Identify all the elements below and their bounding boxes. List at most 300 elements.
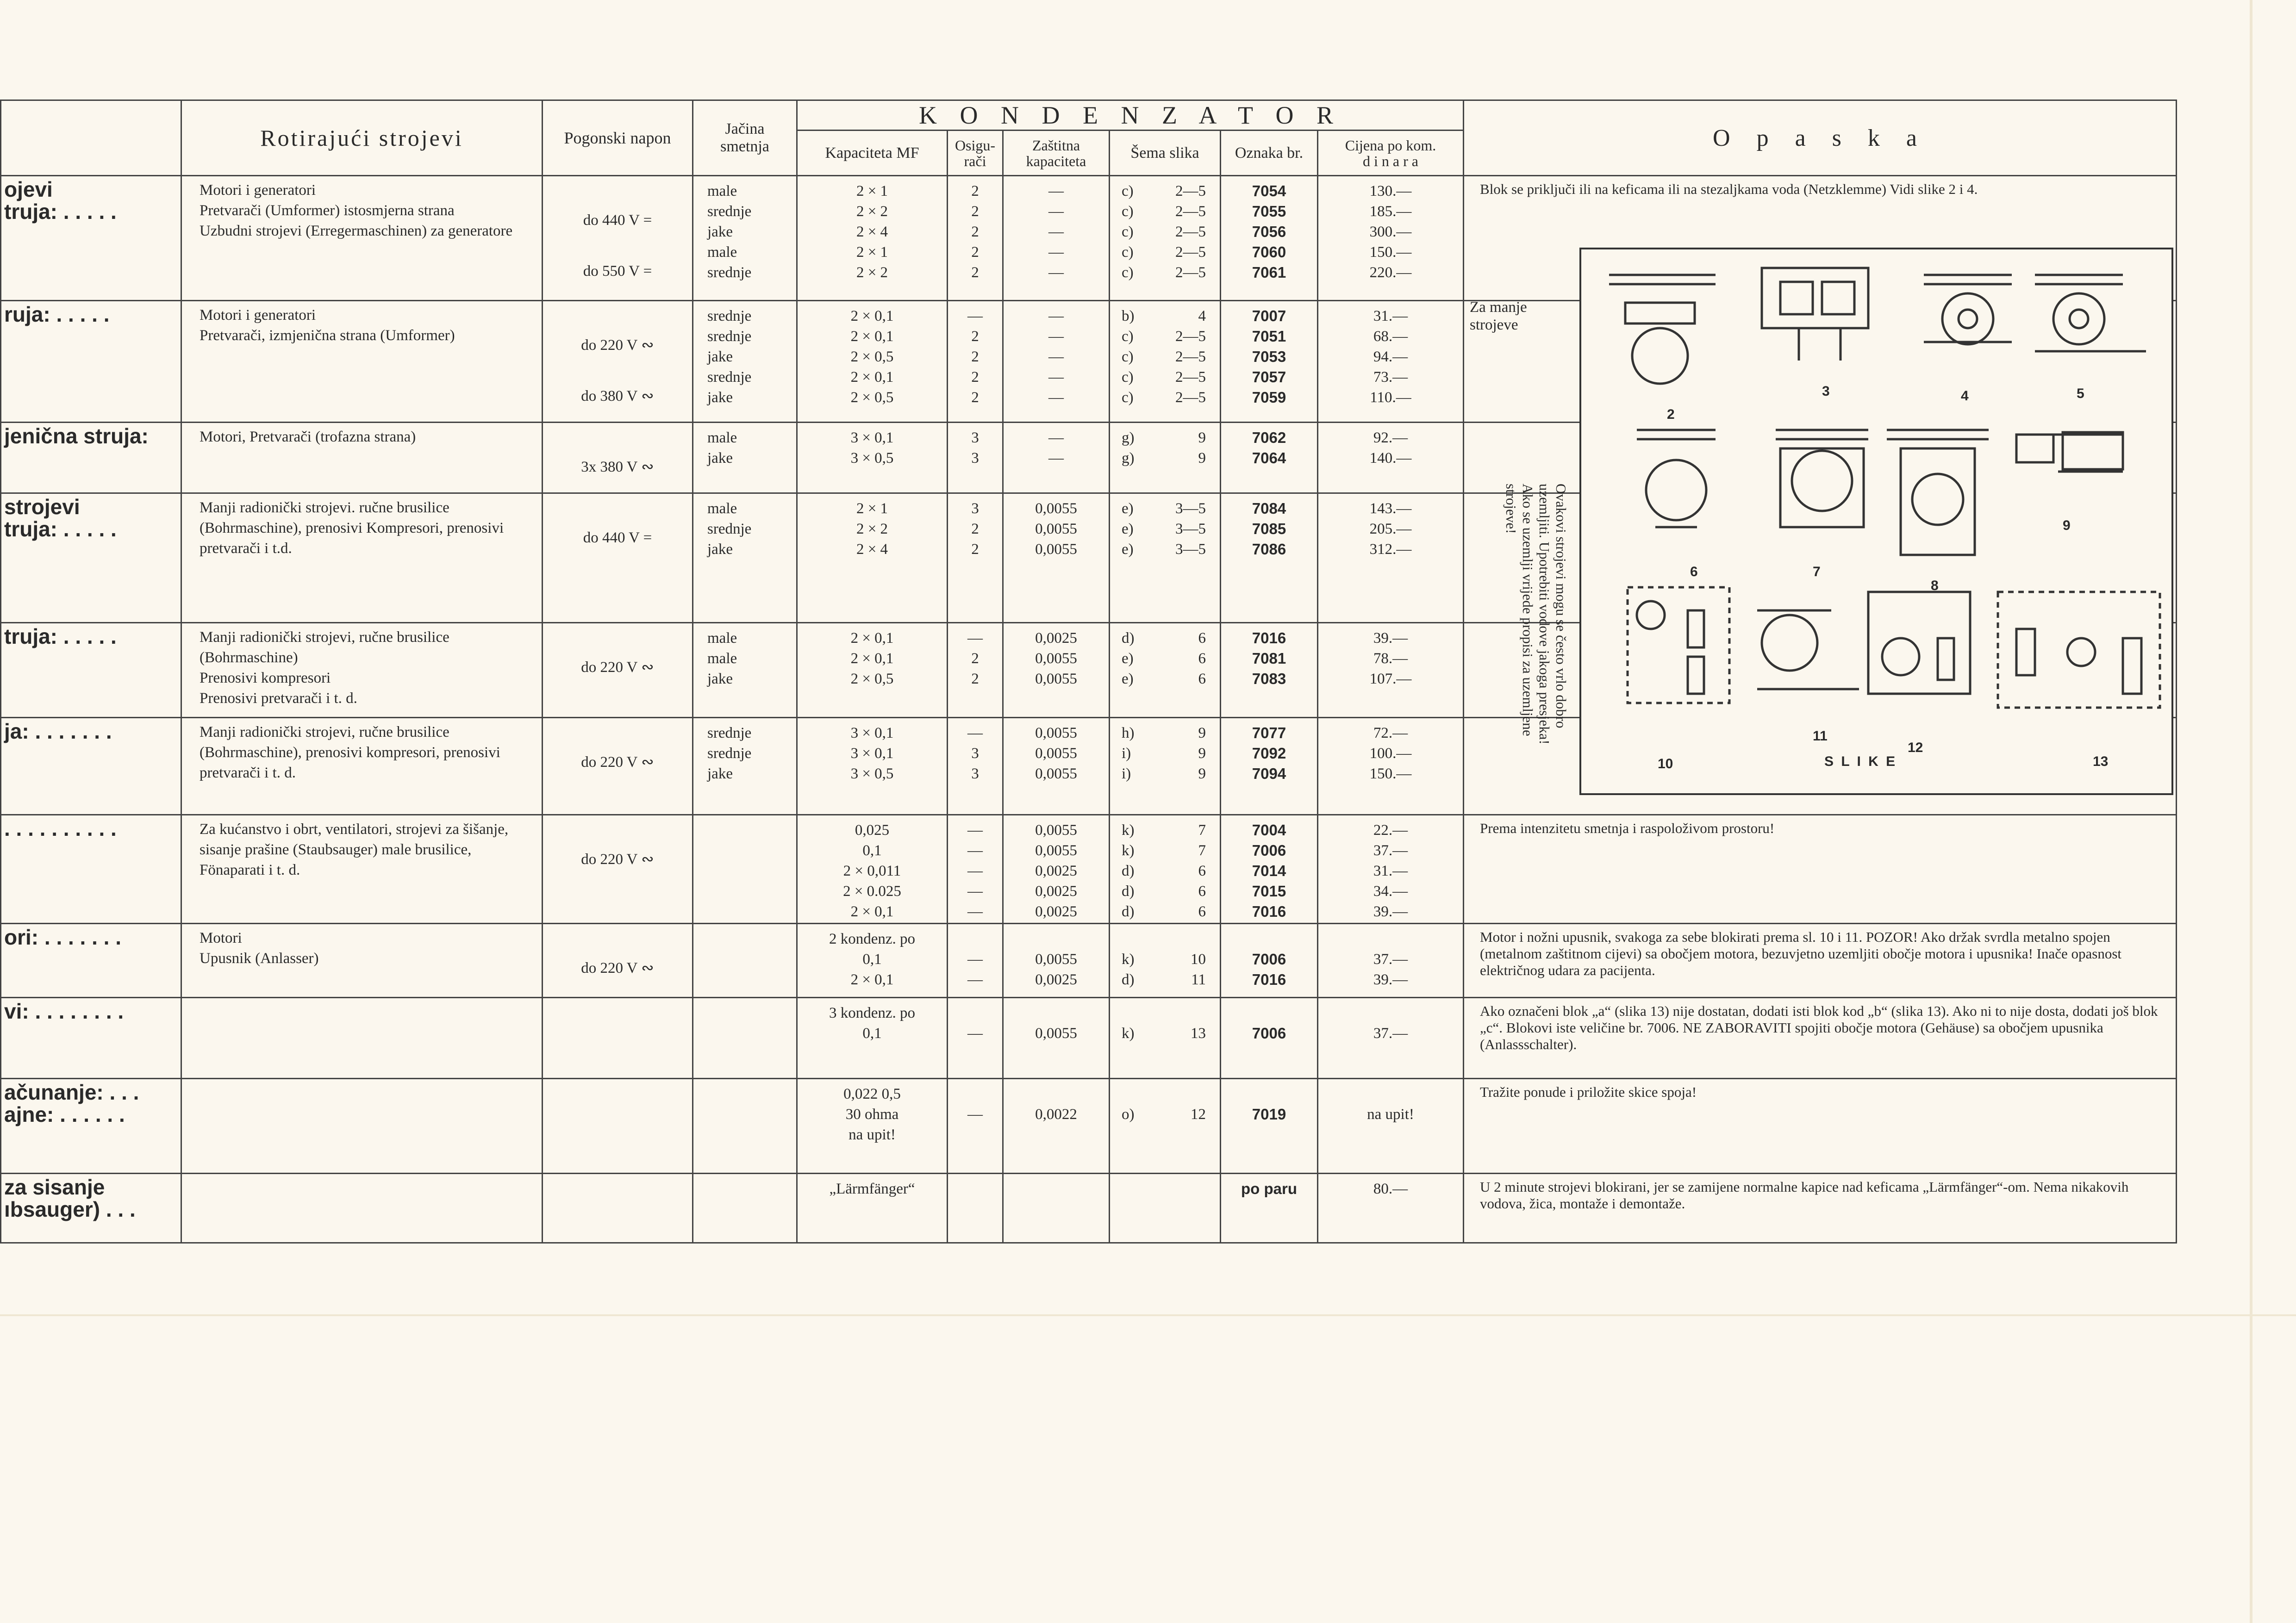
machine-text: Manji radionički strojevi, ručne brusilice (Bohrmaschine), prenosivi kompresori, prenosivi pretvarači i t. d.	[200, 724, 500, 781]
oznaka-value: 7019	[1252, 1106, 1286, 1123]
sema-letter: d)	[1122, 630, 1135, 647]
row-oznaka	[1221, 718, 1318, 815]
row-zastitna	[1003, 623, 1110, 718]
osig-value: 2	[971, 541, 979, 558]
header-zastitna: Zaštitna kapaciteta	[1003, 131, 1110, 176]
figures-caption: S L I K E	[1824, 754, 1897, 769]
kapaciteta-value: 2 × 0,1	[850, 369, 894, 386]
zastitna-value: 0,0025	[1035, 863, 1077, 879]
row-zastitna	[1003, 301, 1110, 423]
row-machines	[181, 998, 543, 1079]
row-machines	[181, 1174, 543, 1243]
header-category	[1, 100, 181, 176]
kapaciteta-value: 3 × 0,5	[850, 450, 894, 466]
sema-letter: d)	[1122, 883, 1135, 900]
osig-value: 2	[971, 650, 979, 667]
row-category: ojevi truja: . . . . .	[1, 176, 181, 301]
kapaciteta-value: 3 × 0,1	[850, 725, 894, 741]
oznaka-value: po paru	[1241, 1180, 1297, 1197]
cijena-value: 22.—	[1373, 822, 1408, 839]
row-opaska: U 2 minute strojevi blokirani, jer se zamijene normalne kapice nad keficama „Lärmfänger“-om. Nema nikakovih vodova, žica, montaže i demontaže.	[1464, 1174, 2177, 1243]
machine-text: Pretvarači, izmjenična strana (Umformer)	[200, 327, 455, 344]
sema-cell	[1110, 181, 1220, 201]
sema-letter: c)	[1122, 264, 1134, 281]
kapaciteta-value: 3 × 0,1	[850, 745, 894, 762]
oznaka-value: 7006	[1252, 842, 1286, 859]
sema-cell	[1110, 628, 1220, 648]
cijena-value: 110.—	[1370, 389, 1411, 406]
oznaka-value: 7015	[1252, 883, 1286, 900]
row-oznaka	[1221, 815, 1318, 924]
zastitna-value: 0,0055	[1035, 951, 1077, 968]
row-category: ruja: . . . . .	[1, 301, 181, 423]
header-jacina: Jačina smetnja	[693, 100, 797, 176]
figure-label-12: 12	[1908, 740, 1923, 755]
figure-label-7: 7	[1813, 564, 1821, 579]
jacina-value: srednje	[707, 308, 752, 324]
cijena-value: 39.—	[1373, 903, 1408, 920]
figure-label-3: 3	[1822, 384, 1830, 399]
row-osiguraci	[948, 1079, 1003, 1174]
oznaka-value: 7051	[1252, 328, 1286, 345]
row-jacina	[693, 998, 797, 1079]
row-jacina	[693, 1174, 797, 1243]
jacina-value: srednje	[707, 369, 752, 386]
sema-number: 4	[1198, 308, 1206, 324]
sema-number: 6	[1198, 671, 1206, 687]
sema-cell	[1110, 306, 1220, 326]
voltage-text: do 220 V ∾	[581, 754, 654, 771]
cijena-value: 143.—	[1369, 500, 1412, 517]
oznaka-value: 7092	[1252, 745, 1286, 762]
figure-label-11: 11	[1813, 728, 1828, 744]
sema-number: 6	[1198, 903, 1206, 920]
cijena-value: 39.—	[1373, 971, 1408, 988]
row-jacina	[693, 718, 797, 815]
row-voltage	[543, 924, 693, 998]
osig-value: 2	[971, 203, 979, 220]
row-jacina	[693, 1079, 797, 1174]
cijena-value: 68.—	[1373, 328, 1408, 345]
sema-cell	[1110, 1003, 1220, 1023]
zastitna-value: 0,0055	[1035, 541, 1077, 558]
cijena-value: 31.—	[1373, 863, 1408, 879]
kapaciteta-value: 2 × 4	[856, 224, 888, 240]
sema-cell	[1110, 262, 1220, 283]
zastitna-value: —	[1048, 450, 1064, 466]
row-zastitna	[1003, 998, 1110, 1079]
sema-letter: e)	[1122, 521, 1134, 537]
cijena-value: 31.—	[1373, 308, 1408, 324]
zastitna-value: 0,0025	[1035, 883, 1077, 900]
oznaka-value: 7059	[1252, 389, 1286, 406]
kapaciteta-value: 30 ohma	[845, 1106, 899, 1123]
sema-cell	[1110, 1179, 1220, 1199]
sema-cell	[1110, 448, 1220, 468]
osig-value: —	[967, 971, 983, 988]
cijena-value: 312.—	[1369, 541, 1412, 558]
kapaciteta-value: 2 × 0,011	[843, 863, 901, 879]
row-opaska: Ako označeni blok „a“ (slika 13) nije dostatan, dodati isti blok kod „b“ (slika 13). Ako ni to nije dosta, dodati još blok „c“. Blokovi iste veličine br. 7006. NE ZABORAVITI spojiti obočje motora (Gehäuse) sa obočjem upusnika (Anlassschalter).	[1464, 998, 2177, 1079]
cijena-value: 185.—	[1369, 203, 1412, 220]
row-category: ori: . . . . . . .	[1, 924, 181, 998]
sema-cell	[1110, 881, 1220, 902]
table-row	[1, 815, 2177, 924]
cijena-value: 100.—	[1369, 745, 1412, 762]
row-zastitna	[1003, 176, 1110, 301]
row-zastitna	[1003, 1079, 1110, 1174]
row-opaska: Tražite ponude i priložite skice spoja!	[1464, 1079, 2177, 1174]
sema-letter: i)	[1122, 765, 1131, 782]
oznaka-value	[1221, 1125, 1317, 1145]
sema-number: 9	[1198, 725, 1206, 741]
sema-number: 6	[1198, 650, 1206, 667]
sema-cell	[1110, 347, 1220, 367]
row-category: strojevi truja: . . . . .	[1, 493, 181, 623]
row-machines	[181, 623, 543, 718]
row-opaska: Motor i nožni upusnik, svakoga za sebe blokirati prema sl. 10 i 11. POZOR! Ako držak svrdla metalno spojen (metalnom zaštitnom cijevi) sa obočjem motora, bezuvjetno uzemljiti obočje motora i upusnika! Inače opasnost električnog udara za pacijenta.	[1464, 924, 2177, 998]
cijena-value: 94.—	[1373, 348, 1408, 365]
row-osiguraci	[948, 423, 1003, 493]
row-kapaciteta	[797, 176, 948, 301]
sema-cell	[1110, 669, 1220, 689]
zastitna-value: 0,0055	[1035, 671, 1077, 687]
row-category: . . . . . . . . . .	[1, 815, 181, 924]
row-sema	[1110, 176, 1221, 301]
sema-cell	[1110, 929, 1220, 949]
header-osiguraci: Osigu- rači	[948, 131, 1003, 176]
row-machines	[181, 423, 543, 493]
sema-letter: e)	[1122, 541, 1134, 558]
osig-value	[948, 929, 1002, 949]
jacina-value: jake	[707, 389, 733, 406]
row-osiguraci	[948, 815, 1003, 924]
kapaciteta-value: 3 kondenz. po	[829, 1005, 916, 1021]
table-row	[1, 1079, 2177, 1174]
kapaciteta-value: 3 × 0,1	[850, 429, 894, 446]
sema-letter: o)	[1122, 1106, 1135, 1123]
sema-letter: e)	[1122, 671, 1134, 687]
sema-number: 2—5	[1175, 328, 1206, 345]
cijena-value: 78.—	[1373, 650, 1408, 667]
row-category: truja: . . . . .	[1, 623, 181, 718]
osig-value: —	[967, 842, 983, 859]
kapaciteta-value: 0,1	[862, 842, 882, 859]
osig-value	[948, 1084, 1002, 1104]
kapaciteta-value: na upit!	[849, 1126, 896, 1143]
zastitna-value	[1004, 1003, 1109, 1023]
row-sema	[1110, 718, 1221, 815]
row-zastitna	[1003, 1174, 1110, 1243]
sema-cell	[1110, 242, 1220, 262]
row-cijena	[1318, 924, 1464, 998]
voltage-text: do 220 V ∾	[581, 960, 654, 976]
row-machines	[181, 718, 543, 815]
table-row	[1, 1174, 2177, 1243]
sema-cell	[1110, 648, 1220, 669]
kapaciteta-value: 2 × 1	[856, 500, 888, 517]
kapaciteta-value: 2 × 0,1	[850, 903, 894, 920]
kapaciteta-value: „Lärmfänger“	[829, 1181, 915, 1197]
row-cijena	[1318, 998, 1464, 1079]
zastitna-value: 0,0055	[1035, 765, 1077, 782]
row-osiguraci	[948, 176, 1003, 301]
sema-cell	[1110, 367, 1220, 387]
fold-line	[0, 1314, 2296, 1316]
row-voltage	[543, 493, 693, 623]
zastitna-value: 0,0055	[1035, 521, 1077, 537]
zastitna-value	[1004, 1084, 1109, 1104]
sema-cell	[1110, 743, 1220, 764]
sema-letter: e)	[1122, 650, 1134, 667]
cijena-value: 37.—	[1373, 951, 1408, 968]
machine-text: Prenosivi pretvarači i t. d.	[200, 690, 357, 707]
osig-value: 3	[971, 450, 979, 466]
cijena-value: 150.—	[1369, 765, 1412, 782]
sema-letter: c)	[1122, 224, 1134, 240]
oznaka-value: 7016	[1252, 629, 1286, 647]
row-oznaka	[1221, 1174, 1318, 1243]
sema-letter: e)	[1122, 500, 1134, 517]
row-jacina	[693, 924, 797, 998]
jacina-value: srednje	[707, 725, 752, 741]
zastitna-value: 0,0025	[1035, 971, 1077, 988]
oznaka-value: 7016	[1252, 903, 1286, 920]
row-opaska: Prema intenzitetu smetnja i raspoloživom prostoru!	[1464, 815, 2177, 924]
zastitna-value: 0,0055	[1035, 500, 1077, 517]
kapaciteta-value: 2 × 0,1	[850, 630, 894, 647]
sema-letter: c)	[1122, 203, 1134, 220]
row-oznaka	[1221, 998, 1318, 1079]
jacina-value: male	[707, 630, 737, 647]
oznaka-value: 7085	[1252, 520, 1286, 537]
zastitna-value: 0,0055	[1035, 842, 1077, 859]
oznaka-value: 7057	[1252, 368, 1286, 386]
sema-number: 3—5	[1175, 521, 1206, 537]
sema-number: 13	[1191, 1025, 1206, 1042]
row-oznaka	[1221, 623, 1318, 718]
header-opaska: O p a s k a	[1464, 100, 2177, 176]
osig-value: 2	[971, 389, 979, 406]
jacina-value: srednje	[707, 521, 752, 537]
row-kapaciteta	[797, 718, 948, 815]
osig-value: —	[967, 883, 983, 900]
jacina-value: male	[707, 500, 737, 517]
jacina-value: srednje	[707, 745, 752, 762]
row-cijena	[1318, 301, 1464, 423]
osig-value: 3	[971, 500, 979, 517]
cijena-value: 107.—	[1369, 671, 1412, 687]
header-kapaciteta: Kapaciteta MF	[797, 131, 948, 176]
row-kapaciteta	[797, 924, 948, 998]
table-row	[1, 998, 2177, 1079]
row-osiguraci	[948, 301, 1003, 423]
sema-number: 9	[1198, 745, 1206, 762]
row-cijena	[1318, 176, 1464, 301]
kapaciteta-value: 3 × 0,5	[850, 765, 894, 782]
jacina-value: jake	[707, 348, 733, 365]
zastitna-value: 0,0022	[1035, 1106, 1077, 1123]
sema-cell	[1110, 723, 1220, 743]
row-oznaka	[1221, 301, 1318, 423]
row-machines	[181, 924, 543, 998]
row-machines	[181, 493, 543, 623]
sema-cell	[1110, 428, 1220, 448]
row-category: ačunanje: . . . ajne: . . . . . .	[1, 1079, 181, 1174]
cijena-value: 130.—	[1369, 183, 1412, 199]
sema-cell	[1110, 201, 1220, 222]
sema-cell	[1110, 326, 1220, 347]
figure-label-9: 9	[2063, 518, 2071, 533]
row-category: za sisanje ıbsauger) . . .	[1, 1174, 181, 1243]
sema-number: 3—5	[1175, 541, 1206, 558]
zastitna-value: —	[1048, 328, 1064, 345]
note-vertical	[1481, 484, 1574, 761]
row-voltage	[543, 1174, 693, 1243]
kapaciteta-value: 2 × 1	[856, 244, 888, 261]
kapaciteta-value: 2 × 0,1	[850, 328, 894, 345]
figure-label-2: 2	[1667, 407, 1675, 422]
osig-value	[948, 1003, 1002, 1023]
voltage-text: do 380 V ∾	[581, 388, 654, 404]
jacina-value: jake	[707, 224, 733, 240]
cijena-value	[1318, 1125, 1463, 1145]
zastitna-value: —	[1048, 264, 1064, 281]
cijena-value: 73.—	[1373, 369, 1408, 386]
kapaciteta-value: 2 × 2	[856, 521, 888, 537]
machine-text: Motori i generatori	[200, 307, 316, 323]
circuit-diagrams	[1581, 249, 2171, 793]
osig-value: 3	[971, 745, 979, 762]
sema-number: 2—5	[1175, 203, 1206, 220]
figure-label-13: 13	[2093, 754, 2109, 769]
row-osiguraci	[948, 493, 1003, 623]
row-sema	[1110, 998, 1221, 1079]
jacina-value: male	[707, 183, 737, 199]
cijena-value: 72.—	[1373, 725, 1408, 741]
sema-number: 9	[1198, 429, 1206, 446]
cijena-value: 300.—	[1369, 224, 1412, 240]
sema-cell	[1110, 1125, 1220, 1145]
sema-number: 7	[1198, 842, 1206, 859]
header-kondenzator: K O N D E N Z A T O R	[797, 100, 1464, 131]
row-jacina	[693, 423, 797, 493]
sema-cell	[1110, 764, 1220, 784]
jacina-value: male	[707, 244, 737, 261]
row-osiguraci	[948, 1174, 1003, 1243]
cijena-value: 140.—	[1369, 450, 1412, 466]
figure-label-10: 10	[1658, 756, 1673, 771]
row-voltage	[543, 718, 693, 815]
sema-cell	[1110, 820, 1220, 840]
sema-cell	[1110, 498, 1220, 519]
row-osiguraci	[948, 623, 1003, 718]
sema-number: 9	[1198, 765, 1206, 782]
sema-letter: c)	[1122, 328, 1134, 345]
cijena-value: 34.—	[1373, 883, 1408, 900]
jacina-value: jake	[707, 671, 733, 687]
oznaka-value: 7094	[1252, 765, 1286, 782]
row-sema	[1110, 623, 1221, 718]
note-vertical-text: Ovakovi strojevi mogu se često vrlo dobro uzemljiti. Upotrebiti vodove jakoga presjeka! Ako se uzemlji vrijede propisi za uzemljene strojeve!	[1503, 484, 1569, 745]
row-voltage	[543, 1079, 693, 1174]
sema-cell	[1110, 949, 1220, 970]
sema-number: 2—5	[1175, 183, 1206, 199]
cijena-value: 39.—	[1373, 630, 1408, 647]
zastitna-value: —	[1048, 369, 1064, 386]
jacina-value: jake	[707, 450, 733, 466]
sema-number: 2—5	[1175, 224, 1206, 240]
oznaka-value: 7062	[1252, 429, 1286, 446]
voltage-text: do 220 V ∾	[581, 659, 654, 676]
header-sema: Šema slika	[1110, 131, 1221, 176]
kapaciteta-value: 2 × 1	[856, 183, 888, 199]
sema-number: 6	[1198, 863, 1206, 879]
figures-panel	[1579, 248, 2173, 795]
row-cijena	[1318, 493, 1464, 623]
cijena-value: 220.—	[1369, 264, 1412, 281]
osig-value: —	[967, 822, 983, 839]
sema-cell	[1110, 840, 1220, 861]
row-kapaciteta	[797, 1079, 948, 1174]
sema-number: 6	[1198, 630, 1206, 647]
row-oznaka	[1221, 1079, 1318, 1174]
jacina-value: srednje	[707, 264, 752, 281]
kapaciteta-value: 2 × 2	[856, 203, 888, 220]
row-zastitna	[1003, 718, 1110, 815]
sema-number: 3—5	[1175, 500, 1206, 517]
voltage-text: do 550 V =	[583, 263, 652, 280]
sema-cell	[1110, 1023, 1220, 1044]
row-machines	[181, 176, 543, 301]
machine-text: Za kućanstvo i obrt, ventilatori, strojevi za šišanje, sisanje prašine (Staubsauger) male brusilice, Fönaparati i t. d.	[200, 821, 509, 878]
row-sema	[1110, 924, 1221, 998]
sema-letter: k)	[1122, 822, 1135, 839]
sema-letter: d)	[1122, 903, 1135, 920]
row-cijena	[1318, 423, 1464, 493]
osig-value: —	[967, 725, 983, 741]
oznaka-value: 7086	[1252, 541, 1286, 558]
jacina-value: jake	[707, 541, 733, 558]
osig-value	[948, 1179, 1002, 1199]
sema-letter: k)	[1122, 1025, 1135, 1042]
voltage-text: 3x 380 V ∾	[581, 459, 654, 475]
cijena-value	[1318, 1003, 1463, 1023]
row-osiguraci	[948, 998, 1003, 1079]
zastitna-value: 0,0025	[1035, 903, 1077, 920]
sema-cell	[1110, 222, 1220, 242]
sema-number: 11	[1191, 971, 1206, 988]
oznaka-value: 7004	[1252, 821, 1286, 839]
zastitna-value: 0,0055	[1035, 745, 1077, 762]
row-cijena	[1318, 623, 1464, 718]
row-oznaka	[1221, 493, 1318, 623]
cijena-value: 205.—	[1369, 521, 1412, 537]
sema-cell	[1110, 902, 1220, 922]
osig-value	[948, 1125, 1002, 1145]
sema-number: 2—5	[1175, 369, 1206, 386]
header-pogonski: Pogonski napon	[543, 100, 693, 176]
kapaciteta-value: 2 × 0.025	[843, 883, 901, 900]
row-cijena	[1318, 815, 1464, 924]
row-kapaciteta	[797, 301, 948, 423]
sema-number: 2—5	[1175, 348, 1206, 365]
kapaciteta-value: 0,025	[855, 822, 890, 839]
zastitna-value: —	[1048, 429, 1064, 446]
oznaka-value: 7077	[1252, 724, 1286, 741]
row-category: ja: . . . . . . .	[1, 718, 181, 815]
sema-cell	[1110, 519, 1220, 539]
